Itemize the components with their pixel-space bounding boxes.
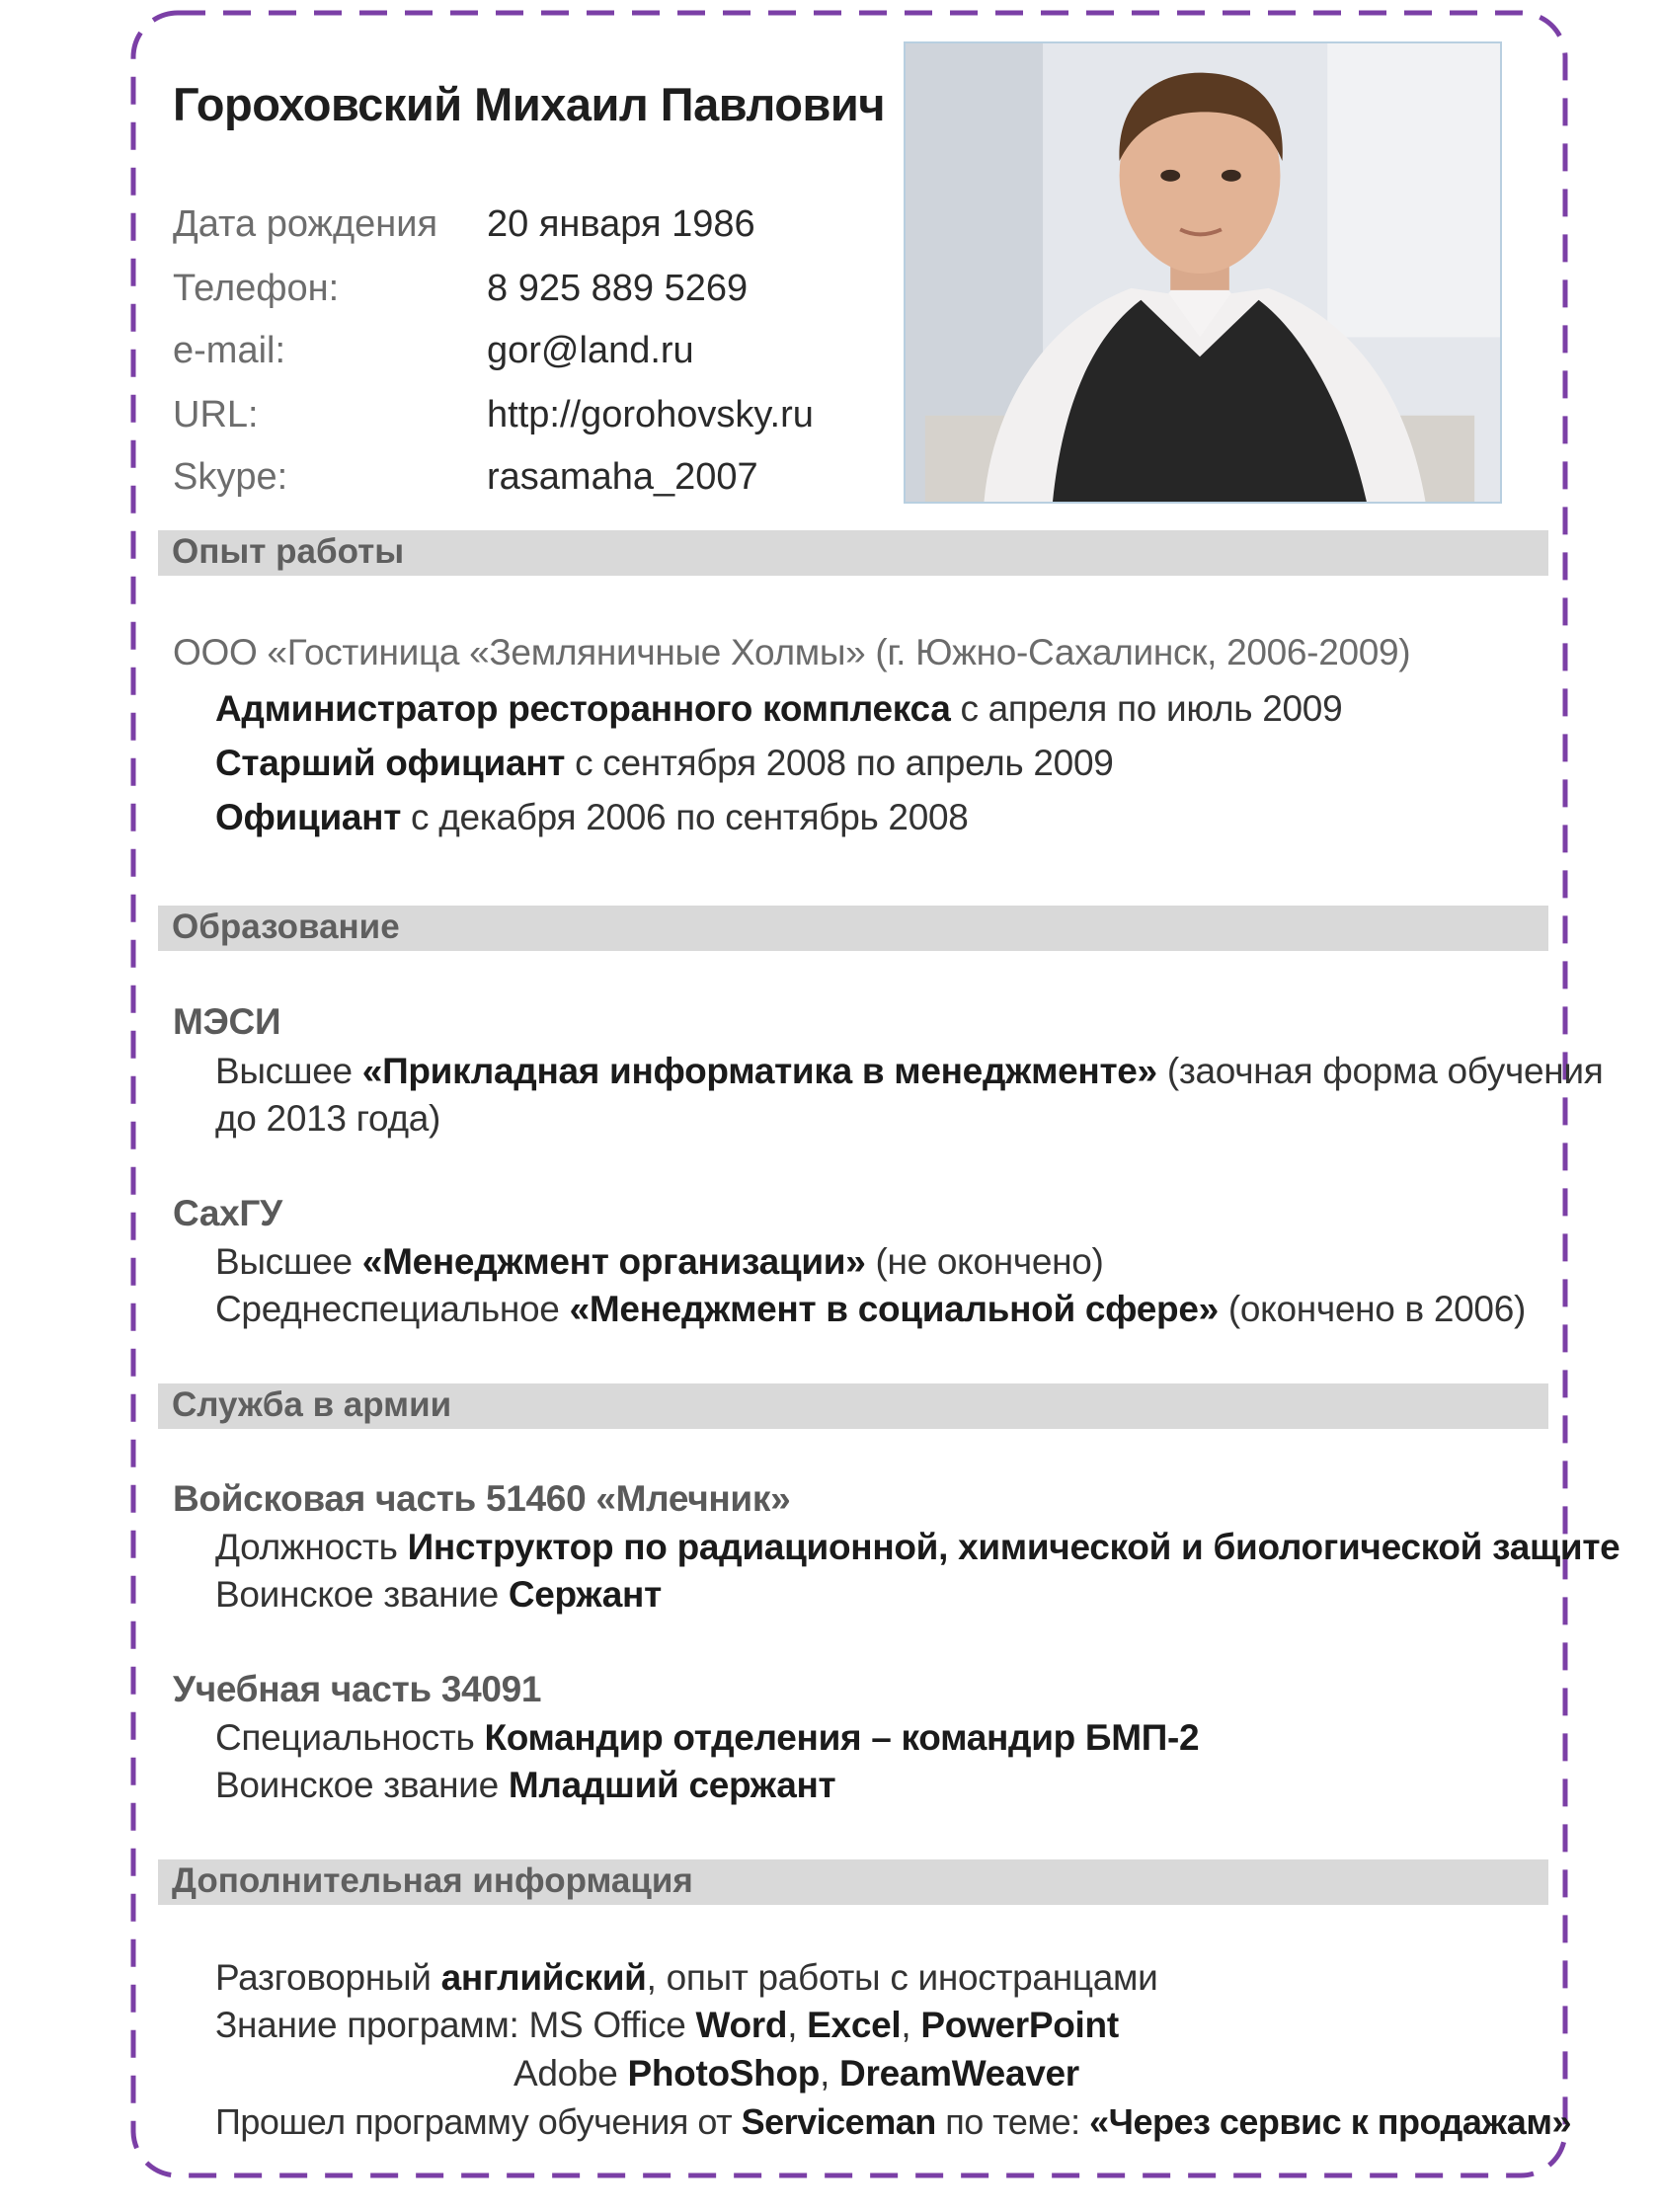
army-field-label: Воинское звание	[215, 1765, 509, 1805]
program-name: «Менеджмент организации»	[361, 1241, 866, 1282]
separator: ,	[820, 2053, 840, 2094]
software-dreamweaver: DreamWeaver	[839, 2053, 1079, 2094]
section-title: Служба в армии	[172, 1385, 452, 1424]
training-line	[215, 2101, 1571, 2143]
education-line	[215, 1051, 1604, 1092]
program-note: до 2013 года)	[215, 1098, 441, 1139]
email-label: e-mail:	[173, 330, 286, 371]
email-value: gor@land.ru	[487, 330, 694, 371]
program-name: «Прикладная информатика в менеджменте»	[361, 1051, 1157, 1091]
skype-value: rasamaha_2007	[487, 456, 758, 498]
army-line	[215, 1717, 1199, 1759]
job-title: Старший официант	[215, 743, 566, 783]
url-value: http://gorohovsky.ru	[487, 394, 814, 435]
software-line	[514, 2053, 1079, 2094]
army-field-value: Младший сержант	[508, 1765, 836, 1805]
army-field-value: Инструктор по радиационной, химической и биологической защите	[407, 1527, 1620, 1567]
job-period: с декабря 2006 по сентябрь 2008	[401, 797, 969, 837]
army-field-value: Командир отделения – командир БМП-2	[484, 1717, 1200, 1758]
program-note: (окончено в 2006)	[1218, 1289, 1526, 1329]
army-field-label: Должность	[215, 1527, 408, 1567]
profile-photo	[904, 41, 1502, 504]
training-provider: Serviceman	[741, 2101, 936, 2142]
candidate-name: Гороховский Михаил Павлович	[173, 78, 886, 130]
job-period: с сентября 2008 по апрель 2009	[565, 743, 1114, 783]
job-title: Администратор ресторанного комплекса	[215, 688, 951, 729]
language-value: английский	[440, 1957, 647, 1998]
military-unit-name: Войсковая часть 51460 «Млечник»	[173, 1478, 791, 1519]
program-note: (заочная форма обучения	[1156, 1051, 1604, 1091]
phone-value: 8 925 889 5269	[487, 268, 749, 309]
institution-name: МЭСИ	[173, 1001, 281, 1042]
language-label: Разговорный	[215, 1957, 441, 1998]
url-label: URL:	[173, 394, 259, 435]
army-field-label: Воинское звание	[215, 1574, 509, 1615]
education-line	[215, 1241, 1104, 1283]
software-line	[215, 2005, 1119, 2046]
software-excel: Excel	[807, 2005, 902, 2045]
section-army-header	[158, 1383, 1548, 1429]
skype-label: Skype:	[173, 456, 288, 498]
job-item	[215, 797, 969, 838]
military-unit-name: Учебная часть 34091	[173, 1669, 542, 1709]
language-line	[215, 1957, 1158, 1999]
software-powerpoint: PowerPoint	[920, 2005, 1119, 2045]
section-title: Образование	[172, 908, 400, 946]
army-field-label: Специальность	[215, 1717, 485, 1758]
army-field-value: Сержант	[508, 1574, 662, 1615]
job-item	[215, 743, 1114, 784]
degree-level: Среднеспециальное	[215, 1289, 570, 1329]
degree-level: Высшее	[215, 1051, 362, 1091]
separator: ,	[787, 2005, 808, 2045]
job-title: Официант	[215, 797, 402, 837]
degree-level: Высшее	[215, 1241, 362, 1282]
section-education-header	[158, 906, 1548, 951]
army-line	[215, 1527, 1620, 1568]
program-note: (не окончено)	[865, 1241, 1104, 1282]
education-line	[215, 1289, 1526, 1330]
birthdate-value: 20 января 1986	[487, 203, 755, 245]
language-note: , опыт работы с иностранцами	[646, 1957, 1158, 1998]
birthdate-label: Дата рождения	[173, 203, 438, 245]
software-label: Знание программ: MS Office	[215, 2005, 696, 2045]
education-line	[215, 1098, 440, 1140]
job-item	[215, 688, 1342, 730]
training-label: Прошел программу обучения от	[215, 2101, 742, 2142]
institution-name: СахГУ	[173, 1193, 282, 1233]
separator: ,	[901, 2005, 921, 2045]
job-period: с апреля по июль 2009	[950, 688, 1343, 729]
section-additional-header	[158, 1859, 1548, 1905]
phone-label: Телефон:	[173, 268, 340, 309]
program-name: «Менеджмент в социальной сфере»	[569, 1289, 1219, 1329]
training-topic: «Через сервис к продажам»	[1089, 2101, 1571, 2142]
software-vendor: Adobe	[514, 2053, 628, 2094]
training-connector: по теме:	[935, 2101, 1090, 2142]
army-line	[215, 1574, 662, 1616]
army-line	[215, 1765, 835, 1806]
software-word: Word	[695, 2005, 788, 2045]
software-photoshop: PhotoShop	[627, 2053, 821, 2094]
employer-name: ООО «Гостиница «Земляничные Холмы» (г. Южно-Сахалинск, 2006-2009)	[173, 632, 1411, 672]
section-title: Опыт работы	[172, 532, 405, 571]
section-experience-header	[158, 530, 1548, 576]
section-title: Дополнительная информация	[172, 1861, 693, 1900]
